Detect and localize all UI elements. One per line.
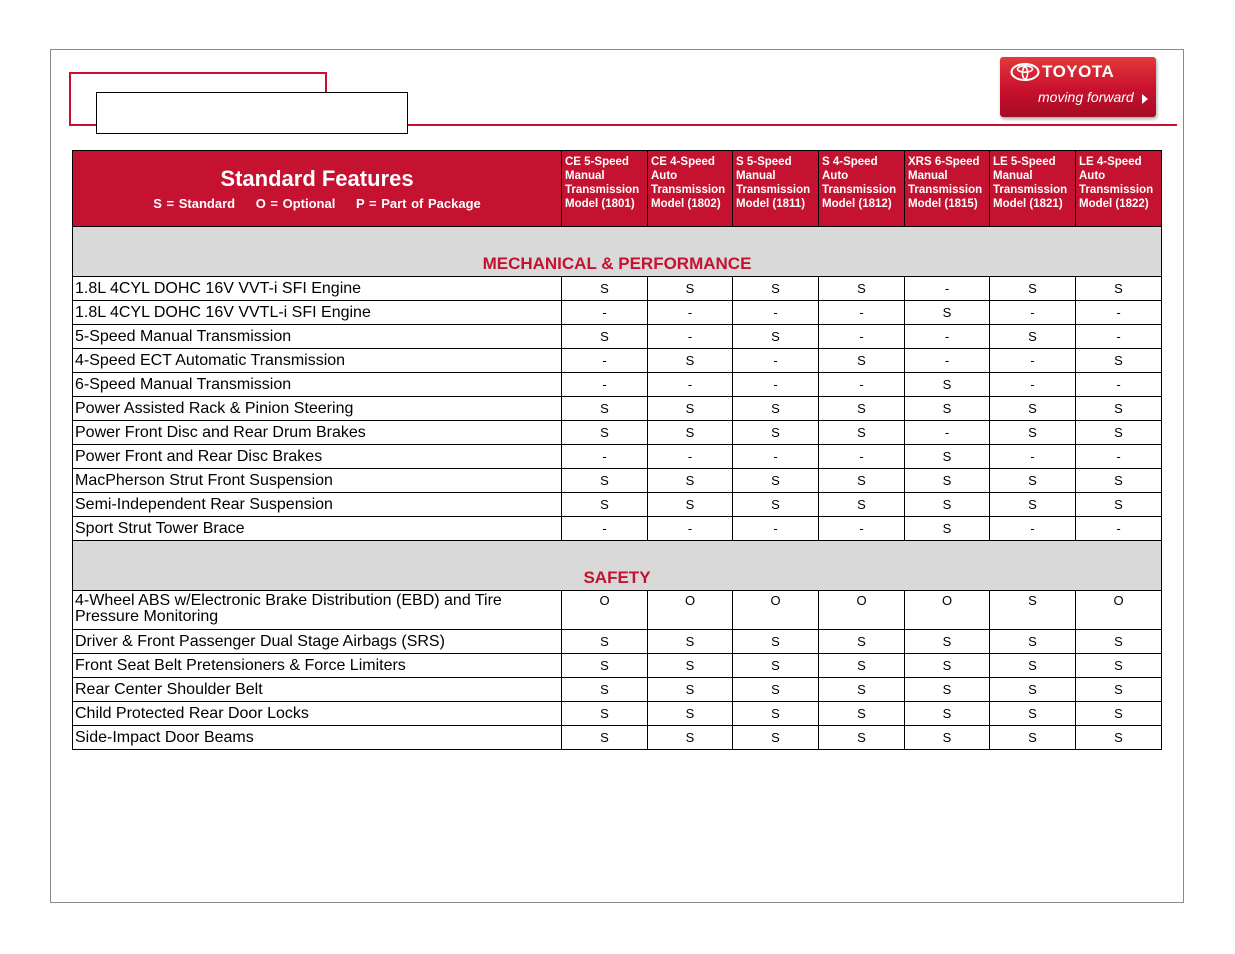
availability-cell: O [1076, 591, 1162, 630]
availability-cell: - [1076, 373, 1162, 397]
availability-cell: S [990, 654, 1076, 678]
header-title-cell [73, 151, 562, 227]
availability-cell: S [648, 493, 733, 517]
availability-cell: - [990, 301, 1076, 325]
availability-cell: S [562, 277, 648, 301]
table-row [73, 654, 1162, 678]
availability-cell: S [648, 469, 733, 493]
availability-cell: S [1076, 630, 1162, 654]
availability-cell: - [1076, 445, 1162, 469]
availability-cell: S [562, 421, 648, 445]
table-row [73, 349, 1162, 373]
feature-name: Side-Impact Door Beams [73, 726, 562, 750]
availability-cell: - [819, 301, 905, 325]
header-row [73, 151, 1162, 227]
availability-cell: - [648, 445, 733, 469]
table-row [73, 517, 1162, 541]
table-row [73, 591, 1162, 630]
availability-cell: - [648, 301, 733, 325]
availability-cell: S [733, 469, 819, 493]
table-row [73, 445, 1162, 469]
availability-cell: S [990, 678, 1076, 702]
availability-cell: S [648, 421, 733, 445]
column-header: S 4-Speed Auto Transmission Model (1812) [819, 151, 905, 227]
legend-standard: S = Standard [153, 196, 236, 211]
feature-name: Power Assisted Rack & Pinion Steering [73, 397, 562, 421]
feature-name: Semi-Independent Rear Suspension [73, 493, 562, 517]
table-row [73, 702, 1162, 726]
availability-cell: S [1076, 277, 1162, 301]
availability-cell: S [905, 702, 990, 726]
table-row [73, 469, 1162, 493]
availability-cell: S [905, 726, 990, 750]
availability-cell: S [905, 301, 990, 325]
column-header: XRS 6-Speed Manual Transmission Model (1815) [905, 151, 990, 227]
table-row [73, 678, 1162, 702]
availability-cell: - [990, 445, 1076, 469]
availability-cell: S [819, 421, 905, 445]
availability-cell: - [562, 349, 648, 373]
table-body [73, 227, 1162, 750]
availability-cell: S [1076, 678, 1162, 702]
availability-cell: O [905, 591, 990, 630]
availability-cell: S [990, 325, 1076, 349]
availability-cell: - [648, 373, 733, 397]
table-row [73, 301, 1162, 325]
column-header: LE 4-Speed Auto Transmission Model (1822) [1076, 151, 1162, 227]
table-row [73, 373, 1162, 397]
availability-cell: S [562, 702, 648, 726]
availability-cell: S [733, 678, 819, 702]
availability-cell: S [1076, 654, 1162, 678]
availability-cell: S [905, 678, 990, 702]
page-title: Standard Features [220, 166, 414, 191]
availability-cell: - [562, 373, 648, 397]
feature-name: 4-Wheel ABS w/Electronic Brake Distribution (EBD) and Tire Pressure Monitoring [73, 591, 562, 630]
table-row [73, 325, 1162, 349]
table-row [73, 397, 1162, 421]
availability-cell: S [990, 493, 1076, 517]
availability-cell: S [819, 469, 905, 493]
availability-cell: S [990, 421, 1076, 445]
availability-cell: - [905, 277, 990, 301]
column-header: LE 5-Speed Manual Transmission Model (1821) [990, 151, 1076, 227]
availability-cell: - [648, 517, 733, 541]
availability-cell: S [648, 654, 733, 678]
availability-cell: S [1076, 349, 1162, 373]
availability-cell: O [648, 591, 733, 630]
availability-cell: - [733, 445, 819, 469]
availability-cell: - [905, 349, 990, 373]
feature-name: 5-Speed Manual Transmission [73, 325, 562, 349]
availability-cell: S [648, 726, 733, 750]
feature-name: Power Front Disc and Rear Drum Brakes [73, 421, 562, 445]
title-box [96, 92, 408, 134]
section-title: SAFETY [73, 541, 1162, 591]
feature-name: Rear Center Shoulder Belt [73, 678, 562, 702]
feature-name: 6-Speed Manual Transmission [73, 373, 562, 397]
feature-name: MacPherson Strut Front Suspension [73, 469, 562, 493]
availability-cell: S [819, 277, 905, 301]
availability-cell: S [562, 469, 648, 493]
availability-cell: S [733, 654, 819, 678]
availability-cell: S [990, 726, 1076, 750]
availability-cell: - [819, 517, 905, 541]
availability-cell: S [562, 493, 648, 517]
availability-cell: S [648, 630, 733, 654]
availability-cell: - [819, 373, 905, 397]
availability-cell: - [733, 373, 819, 397]
availability-cell: S [1076, 421, 1162, 445]
feature-name: 1.8L 4CYL DOHC 16V VVTL-i SFI Engine [73, 301, 562, 325]
availability-cell: S [648, 702, 733, 726]
availability-cell: S [562, 325, 648, 349]
availability-cell: S [819, 630, 905, 654]
availability-cell: - [905, 421, 990, 445]
availability-cell: S [733, 397, 819, 421]
section-row [73, 227, 1162, 277]
feature-name: Front Seat Belt Pretensioners & Force Limiters [73, 654, 562, 678]
feature-name: 1.8L 4CYL DOHC 16V VVT-i SFI Engine [73, 277, 562, 301]
availability-cell: - [648, 325, 733, 349]
availability-cell: - [1076, 301, 1162, 325]
arrow-right-icon [1142, 94, 1148, 104]
availability-cell: S [905, 493, 990, 517]
availability-cell: S [905, 469, 990, 493]
availability-cell: S [905, 630, 990, 654]
availability-cell: - [990, 517, 1076, 541]
toyota-emblem-icon [1010, 63, 1040, 81]
feature-name: Child Protected Rear Door Locks [73, 702, 562, 726]
availability-cell: - [733, 517, 819, 541]
availability-cell: S [648, 349, 733, 373]
availability-cell: S [733, 421, 819, 445]
availability-cell: S [562, 630, 648, 654]
availability-cell: - [1076, 325, 1162, 349]
feature-name: Driver & Front Passenger Dual Stage Airbags (SRS) [73, 630, 562, 654]
availability-cell: S [733, 325, 819, 349]
availability-cell: S [905, 397, 990, 421]
availability-cell: - [562, 517, 648, 541]
availability-cell: S [1076, 702, 1162, 726]
column-header: S 5-Speed Manual Transmission Model (1811) [733, 151, 819, 227]
availability-cell: S [733, 493, 819, 517]
availability-cell: S [819, 678, 905, 702]
availability-cell: S [819, 654, 905, 678]
availability-cell: S [990, 397, 1076, 421]
availability-cell: S [819, 349, 905, 373]
availability-cell: - [819, 325, 905, 349]
availability-cell: S [905, 517, 990, 541]
availability-cell: S [819, 702, 905, 726]
table-row [73, 493, 1162, 517]
column-header: CE 4-Speed Auto Transmission Model (1802) [648, 151, 733, 227]
feature-name: Sport Strut Tower Brace [73, 517, 562, 541]
availability-cell: - [733, 349, 819, 373]
availability-cell: S [905, 654, 990, 678]
availability-cell: S [1076, 469, 1162, 493]
table-row [73, 421, 1162, 445]
availability-cell: S [1076, 726, 1162, 750]
section-row [73, 541, 1162, 591]
availability-cell: S [990, 591, 1076, 630]
availability-cell: S [562, 726, 648, 750]
availability-cell: S [1076, 397, 1162, 421]
availability-cell: S [990, 277, 1076, 301]
availability-cell: S [990, 469, 1076, 493]
availability-cell: S [648, 397, 733, 421]
availability-cell: O [562, 591, 648, 630]
availability-cell: S [819, 397, 905, 421]
availability-cell: - [990, 349, 1076, 373]
availability-cell: - [819, 445, 905, 469]
availability-cell: - [733, 301, 819, 325]
availability-cell: S [562, 397, 648, 421]
availability-cell: - [562, 445, 648, 469]
feature-name: 4-Speed ECT Automatic Transmission [73, 349, 562, 373]
features-table [72, 150, 1162, 750]
availability-cell: S [819, 493, 905, 517]
availability-cell: S [648, 277, 733, 301]
table-row [73, 726, 1162, 750]
table-row [73, 277, 1162, 301]
availability-cell: S [819, 726, 905, 750]
availability-cell: S [648, 678, 733, 702]
availability-cell: - [990, 373, 1076, 397]
availability-cell: S [733, 726, 819, 750]
table-row [73, 630, 1162, 654]
availability-cell: S [562, 678, 648, 702]
availability-cell: - [905, 325, 990, 349]
legend [73, 196, 561, 211]
availability-cell: - [562, 301, 648, 325]
availability-cell: S [562, 654, 648, 678]
availability-cell: S [990, 630, 1076, 654]
column-header: CE 5-Speed Manual Transmission Model (1801) [562, 151, 648, 227]
feature-name: Power Front and Rear Disc Brakes [73, 445, 562, 469]
availability-cell: S [905, 445, 990, 469]
section-title: MECHANICAL & PERFORMANCE [73, 227, 1162, 277]
availability-cell: O [819, 591, 905, 630]
availability-cell: - [1076, 517, 1162, 541]
availability-cell: S [733, 277, 819, 301]
availability-cell: S [1076, 493, 1162, 517]
availability-cell: S [733, 702, 819, 726]
toyota-logo [1000, 57, 1156, 117]
availability-cell: S [733, 630, 819, 654]
brand-tagline: moving forward [1038, 89, 1134, 105]
availability-cell: O [733, 591, 819, 630]
availability-cell: S [990, 702, 1076, 726]
availability-cell: S [905, 373, 990, 397]
legend-optional: O = Optional [255, 196, 336, 211]
brand-name: TOYOTA [1042, 62, 1115, 81]
legend-package: P = Part of Package [355, 196, 481, 211]
